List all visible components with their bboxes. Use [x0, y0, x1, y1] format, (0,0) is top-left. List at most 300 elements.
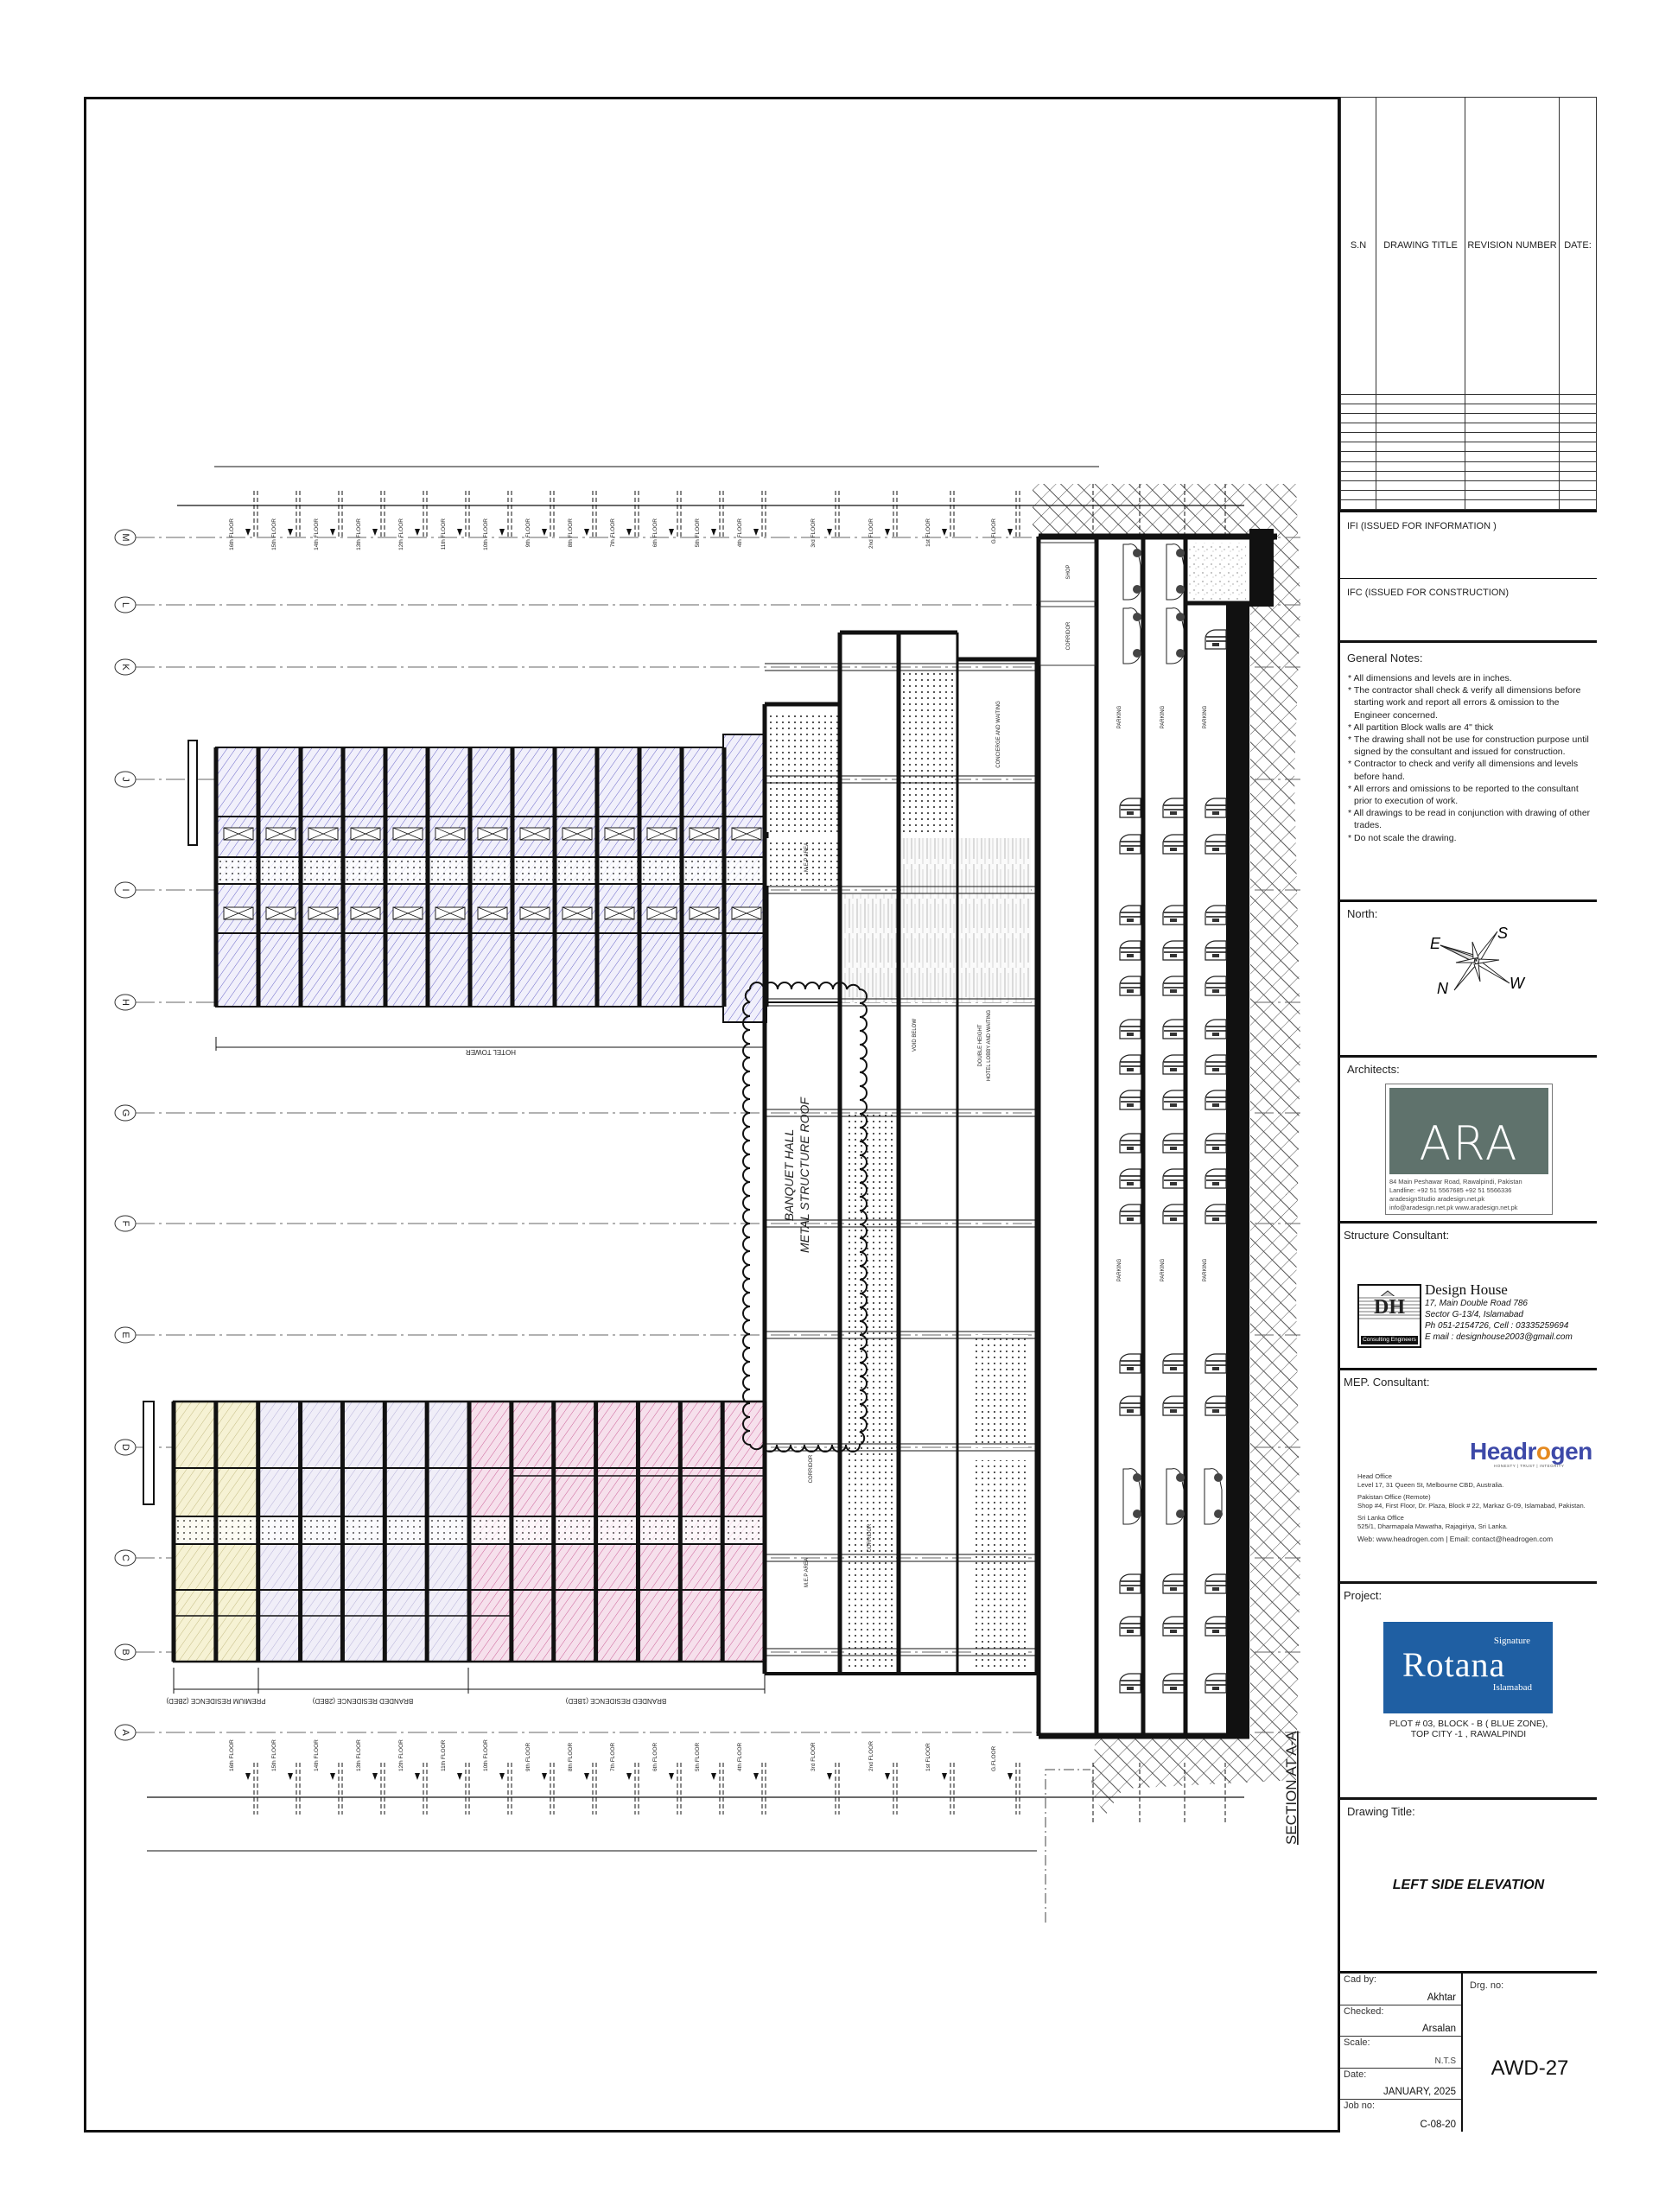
- mep-label: MEP. Consultant:: [1344, 1376, 1430, 1389]
- floor-label-bottom: 6th FLOOR: [652, 1742, 658, 1771]
- plate: [1212, 1182, 1219, 1185]
- level-triangle: [1007, 529, 1013, 536]
- office-label: Head Office: [1357, 1472, 1392, 1480]
- revision-table: [1340, 97, 1597, 512]
- retaining-wall-cap: [1249, 529, 1274, 607]
- north-label: North:: [1347, 907, 1378, 920]
- dotted-floor-area: [901, 782, 955, 834]
- residence-label: PREMIUM RESIDENCE (2BED): [166, 1697, 266, 1705]
- level-triangle: [330, 529, 335, 536]
- car-front-icon: [1163, 906, 1184, 925]
- grid-label: E: [120, 1332, 131, 1338]
- revision-cell: [1341, 490, 1376, 499]
- floor-label-top: 10th FLOOR: [483, 518, 489, 550]
- plate: [1170, 918, 1177, 922]
- car-front-icon: [1205, 1134, 1226, 1153]
- level-triangle: [415, 529, 420, 536]
- revision-row: [1341, 499, 1597, 509]
- headrogen-tagline: HONESTY | TRUST | INTEGRITY: [1494, 1464, 1565, 1468]
- drawing-title-label: Drawing Title:: [1347, 1805, 1415, 1818]
- headrogen-contact: [1357, 1472, 1586, 1543]
- room-label: M.E.P AREA: [804, 842, 810, 872]
- notes-list: [1347, 672, 1592, 844]
- hotel-tower-label: HOTEL TOWER: [465, 1048, 517, 1056]
- car-front-icon: [1205, 1020, 1226, 1039]
- address-line: TOP CITY -1 , RAWALPINDI: [1410, 1729, 1527, 1739]
- plate: [1170, 989, 1177, 993]
- plate: [1127, 954, 1134, 957]
- gravel-fill: [1189, 543, 1246, 600]
- plate: [1212, 989, 1219, 993]
- car-front-icon: [1163, 1169, 1184, 1188]
- revision-row: [1341, 452, 1597, 461]
- car-front-icon: [1120, 1169, 1141, 1188]
- level-triangle: [885, 529, 890, 536]
- rev-header-sn: S.N: [1341, 98, 1376, 395]
- plate: [1170, 1147, 1177, 1150]
- floor-label-top: 12th FLOOR: [398, 518, 404, 550]
- room-label: PARKING: [1117, 705, 1122, 729]
- project-label: Project:: [1344, 1589, 1382, 1602]
- revision-cell: [1341, 414, 1376, 423]
- floor-label-bottom: 9th FLOOR: [525, 1742, 531, 1771]
- room-label: SHOP: [1066, 564, 1071, 580]
- room-label: VOID BELOW: [912, 1018, 918, 1052]
- architects-label: Architects:: [1347, 1063, 1400, 1076]
- level-triangle: [457, 529, 462, 536]
- residence-label: BRANDED RESIDENCE (1BED): [565, 1697, 667, 1705]
- scale-value: N.T.S: [1434, 2056, 1456, 2066]
- residence-label: BRANDED RESIDENCE (2BED): [312, 1697, 414, 1705]
- cad-by-value: Akhtar: [1427, 1992, 1456, 2003]
- floor-label-top: 15th FLOOR: [271, 518, 277, 550]
- ifc-label: IFC (ISSUED FOR CONSTRUCTION): [1347, 588, 1509, 598]
- dh-line: E mail : designhouse2003@gmail.com: [1425, 1332, 1573, 1342]
- revision-row: [1341, 471, 1597, 480]
- drg-no-label: Drg. no:: [1470, 1980, 1504, 1991]
- address-line: PLOT # 03, BLOCK - B ( BLUE ZONE),: [1389, 1719, 1548, 1729]
- wheel: [1176, 613, 1185, 621]
- logo-part: gen: [1550, 1438, 1592, 1465]
- plate: [1127, 1409, 1134, 1413]
- revision-row: [1341, 442, 1597, 452]
- car-front-icon: [1205, 976, 1226, 995]
- revision-cell: [1560, 490, 1597, 499]
- plate: [1170, 1367, 1177, 1370]
- car-side-icon: [1166, 544, 1185, 600]
- level-triangle: [499, 1773, 505, 1780]
- floor-label-top: 4th FLOOR: [737, 518, 743, 548]
- design-house-contact: [1425, 1282, 1573, 1343]
- dotted-floor-area: [844, 1115, 896, 1668]
- car-side-icon: [1123, 1469, 1141, 1524]
- revision-cell: [1465, 490, 1560, 499]
- revision-cell: [1376, 414, 1465, 423]
- plate: [1127, 1147, 1134, 1150]
- headrogen-logo: [1470, 1438, 1592, 1465]
- dh-caption: Consulting Engineers: [1361, 1336, 1418, 1344]
- rev-header-title: DRAWING TITLE: [1376, 98, 1465, 395]
- car-front-icon: [1120, 1020, 1141, 1039]
- rev-header-revision: REVISION NUMBER: [1465, 98, 1560, 395]
- level-triangle: [457, 1773, 462, 1780]
- level-triangle: [626, 1773, 632, 1780]
- revision-row: [1341, 461, 1597, 471]
- car-front-icon: [1205, 798, 1226, 817]
- car-front-icon: [1163, 1055, 1184, 1074]
- revision-cell: [1465, 480, 1560, 490]
- cad-by-label: Cad by:: [1344, 1974, 1376, 1985]
- car-side-icon: [1123, 544, 1141, 600]
- car-side-icon: [1166, 1469, 1185, 1524]
- car-front-icon: [1120, 1134, 1141, 1153]
- title-block: [1338, 97, 1597, 2133]
- car-front-icon: [1205, 906, 1226, 925]
- revision-row: [1341, 480, 1597, 490]
- level-triangle: [245, 529, 251, 536]
- note-item: * All errors and omissions to be reported to the consultant prior to execution of work.: [1347, 783, 1592, 807]
- job-label: Job no:: [1344, 2101, 1376, 2112]
- note-item: * All dimensions and levels are in inches.: [1347, 672, 1592, 684]
- wheel: [1176, 1510, 1185, 1518]
- level-triangle: [288, 1773, 293, 1780]
- car-front-icon: [1120, 798, 1141, 817]
- plate: [1212, 643, 1219, 646]
- revision-cell: [1376, 423, 1465, 433]
- wheel: [1214, 1473, 1223, 1482]
- level-triangle: [415, 1773, 420, 1780]
- plate: [1170, 954, 1177, 957]
- level-triangle: [626, 529, 632, 536]
- floor-label-bottom: 1st FLOOR: [925, 1743, 931, 1771]
- revision-cell: [1560, 499, 1597, 509]
- plate: [1212, 848, 1219, 851]
- car-front-icon: [1163, 798, 1184, 817]
- scale-label: Scale:: [1344, 2037, 1370, 2049]
- level-triangle: [245, 1773, 251, 1780]
- plate: [1212, 918, 1219, 922]
- revision-cell: [1341, 499, 1376, 509]
- revision-cell: [1560, 442, 1597, 452]
- ara-social: aradesignStudio aradesign.net.pk: [1389, 1195, 1485, 1203]
- plate: [1127, 1217, 1134, 1221]
- revision-row: [1341, 433, 1597, 442]
- checked-row: [1340, 2005, 1461, 2037]
- room-label: DOUBLE HEIGHT: [978, 1024, 983, 1067]
- ifi-label: IFI (ISSUED FOR INFORMATION ): [1347, 521, 1497, 531]
- level-triangle: [372, 529, 378, 536]
- car-front-icon: [1120, 1205, 1141, 1224]
- ara-contact: [1389, 1178, 1548, 1212]
- date-value: JANUARY, 2025: [1383, 2087, 1456, 2098]
- plate: [1170, 1182, 1177, 1185]
- car-front-icon: [1205, 1617, 1226, 1636]
- level-triangle: [753, 529, 759, 536]
- ara-address: 84 Main Peshawar Road, Rawalpindi, Pakistan: [1389, 1178, 1522, 1185]
- revision-cell: [1465, 414, 1560, 423]
- retaining-wall: [1226, 605, 1249, 1736]
- design-house-name: Design House: [1425, 1281, 1508, 1298]
- plate: [1127, 918, 1134, 922]
- level-triangle: [827, 529, 832, 536]
- revision-cell: [1560, 423, 1597, 433]
- car-front-icon: [1205, 1169, 1226, 1188]
- floor-label-bottom: 14th FLOOR: [314, 1739, 320, 1771]
- revision-cell: [1465, 471, 1560, 480]
- date-label: Date:: [1344, 2069, 1367, 2080]
- revision-cell: [1560, 471, 1597, 480]
- grid-label: M: [120, 533, 131, 542]
- plate: [1127, 811, 1134, 815]
- level-triangle: [288, 529, 293, 536]
- car-front-icon: [1163, 1574, 1184, 1593]
- note-item: * All drawings to be read in conjunction with drawing of other trades.: [1347, 807, 1592, 831]
- car-front-icon: [1163, 1020, 1184, 1039]
- floor-label-top: 8th FLOOR: [568, 518, 574, 548]
- ifc-section: [1340, 579, 1597, 643]
- wheel: [1214, 1510, 1223, 1518]
- grid-label: B: [120, 1649, 131, 1656]
- plate: [1212, 1217, 1219, 1221]
- banquet-hall-sublabel: METAL STRUCTURE ROOF: [798, 1097, 811, 1253]
- revision-cell: [1376, 452, 1465, 461]
- revision-row: [1341, 404, 1597, 413]
- compass-e: E: [1430, 935, 1441, 952]
- plate: [1127, 1630, 1134, 1633]
- car-front-icon: [1120, 906, 1141, 925]
- grid-label: K: [120, 664, 131, 671]
- dotted-floor-area: [975, 1460, 1028, 1668]
- room-label: CORRIDOR: [1066, 621, 1071, 651]
- plate: [1127, 1103, 1134, 1107]
- plate: [1127, 1587, 1134, 1591]
- revision-cell: [1376, 490, 1465, 499]
- car-front-icon: [1205, 1354, 1226, 1373]
- car-front-icon: [1163, 1134, 1184, 1153]
- office-label: Pakistan Office (Remote): [1357, 1493, 1431, 1501]
- rotana-city: Islamabad: [1492, 1682, 1532, 1693]
- revision-cell: [1376, 471, 1465, 480]
- plate: [1170, 811, 1177, 815]
- floor-label-bottom: 4th FLOOR: [737, 1742, 743, 1771]
- plate: [1212, 1033, 1219, 1036]
- grid-label: D: [120, 1444, 131, 1451]
- checked-label: Checked:: [1344, 2005, 1384, 2017]
- structure-label: Structure Consultant:: [1344, 1229, 1450, 1242]
- revision-cell: [1341, 394, 1376, 404]
- revision-cell: [1560, 433, 1597, 442]
- wheel: [1133, 649, 1141, 658]
- mep-section: [1340, 1370, 1597, 1584]
- rotana-signature: Signature: [1493, 1636, 1530, 1646]
- drg-no-value: AWD-27: [1491, 2056, 1569, 2080]
- banquet-hall-label: BANQUET HALL: [782, 1128, 796, 1222]
- car-front-icon: [1163, 1090, 1184, 1109]
- revision-cell: [1560, 394, 1597, 404]
- headrogen-web: Web: www.headrogen.com | Email: contact@headrogen.com: [1357, 1535, 1554, 1543]
- floor-label-top: 3rd FLOOR: [810, 518, 817, 548]
- residence-block: [143, 1402, 765, 1705]
- plate: [1212, 1630, 1219, 1633]
- general-notes: [1340, 643, 1597, 902]
- logo-part: o: [1535, 1438, 1551, 1465]
- wheel: [1176, 649, 1185, 658]
- floor-label-top: 2nd FLOOR: [868, 518, 874, 550]
- floor-label-bottom: 12th FLOOR: [398, 1739, 404, 1771]
- revision-cell: [1465, 433, 1560, 442]
- car-front-icon: [1120, 1574, 1141, 1593]
- office-address: Shop #4, First Floor, Dr. Plaza, Block # 22, Markaz G-09, Islamabad, Pakistan.: [1357, 1502, 1586, 1510]
- plate: [1170, 1217, 1177, 1221]
- revision-cell: [1341, 442, 1376, 452]
- car-front-icon: [1120, 1674, 1141, 1693]
- architects-section: [1340, 1058, 1597, 1224]
- ara-phone: Landline: +92 51 5567685 +92 51 5566336: [1389, 1186, 1512, 1194]
- compass-n: N: [1437, 980, 1448, 997]
- wheel: [1176, 549, 1185, 557]
- revision-cell: [1560, 414, 1597, 423]
- hotel-tower: [188, 734, 766, 1056]
- cad-by-row: [1340, 1974, 1461, 2005]
- floor-label-bottom: G.FLOOR: [991, 1745, 997, 1771]
- revision-row: [1341, 394, 1597, 404]
- scale-row: [1340, 2037, 1461, 2069]
- floor-label-top: 16th FLOOR: [229, 518, 235, 550]
- section-title: SECTION AT A-A: [1283, 1731, 1300, 1845]
- floor-label-bottom: 15th FLOOR: [271, 1739, 277, 1771]
- grid-label: G: [120, 1109, 131, 1117]
- ara-logo-card: [1385, 1084, 1553, 1215]
- revision-cell: [1560, 461, 1597, 471]
- plate: [1212, 1068, 1219, 1071]
- revision-row: [1341, 414, 1597, 423]
- revision-cell: [1376, 480, 1465, 490]
- plate: [1212, 1147, 1219, 1150]
- car-front-icon: [1205, 941, 1226, 960]
- plate: [1212, 1409, 1219, 1413]
- car-front-icon: [1163, 1354, 1184, 1373]
- revision-cell: [1341, 433, 1376, 442]
- compass-s: S: [1497, 925, 1509, 942]
- date-row: [1340, 2069, 1461, 2101]
- grid-label: H: [120, 999, 131, 1006]
- car-front-icon: [1163, 1674, 1184, 1693]
- drawing-title-section: [1340, 1800, 1597, 1974]
- level-triangle: [753, 1773, 759, 1780]
- parking-basement: [1039, 529, 1277, 1736]
- revision-cell: [1465, 461, 1560, 471]
- revision-cell: [1341, 423, 1376, 433]
- ara-web: info@aradesign.net.pk www.aradesign.net.pk: [1389, 1204, 1518, 1211]
- grid-label: C: [120, 1554, 131, 1561]
- car-front-icon: [1120, 976, 1141, 995]
- floor-label-top: 5th FLOOR: [695, 518, 701, 548]
- level-triangle: [584, 1773, 589, 1780]
- car-front-icon: [1205, 1674, 1226, 1693]
- plate: [1127, 989, 1134, 993]
- revision-cell: [1341, 471, 1376, 480]
- floor-label-bottom: 8th FLOOR: [568, 1742, 574, 1771]
- level-triangle: [669, 529, 674, 536]
- level-triangle: [584, 529, 589, 536]
- compass-icon: [1340, 902, 1597, 1058]
- revision-cell: [1376, 404, 1465, 413]
- car-front-icon: [1163, 835, 1184, 854]
- dh-line: Ph 051-2154726, Cell : 03335259694: [1425, 1321, 1569, 1331]
- revision-cell: [1341, 461, 1376, 471]
- room-label: M.E.P AREA: [804, 1558, 810, 1587]
- revision-cell: [1465, 499, 1560, 509]
- plate: [1170, 1409, 1177, 1413]
- revision-row: [1341, 423, 1597, 433]
- level-triangle: [885, 1773, 890, 1780]
- level-triangle: [330, 1773, 335, 1780]
- room-label: PARKING: [1160, 1258, 1166, 1282]
- level-triangle: [542, 1773, 547, 1780]
- plate: [1127, 848, 1134, 851]
- car-front-icon: [1120, 1090, 1141, 1109]
- level-triangle: [711, 529, 716, 536]
- floor-label-top: G.FLOOR: [991, 518, 997, 544]
- revision-row: [1341, 490, 1597, 499]
- note-item: * All partition Block walls are 4" thick: [1347, 721, 1592, 734]
- dh-line: Sector G-13/4, Islamabad: [1425, 1310, 1523, 1319]
- north-section: [1340, 902, 1597, 1058]
- balcony: [143, 1402, 154, 1504]
- project-address: [1340, 1719, 1597, 1739]
- office-address: Level 17, 31 Queen St, Melbourne CBD, Australia.: [1357, 1481, 1504, 1489]
- floor-label-bottom: 10th FLOOR: [483, 1739, 489, 1771]
- revision-cell: [1341, 452, 1376, 461]
- drawing-info: [1340, 1974, 1597, 2132]
- level-triangle: [499, 529, 505, 536]
- floor-label-bottom: 7th FLOOR: [610, 1742, 616, 1771]
- plate: [1127, 1033, 1134, 1036]
- plate: [1212, 1367, 1219, 1370]
- revision-cell: [1560, 404, 1597, 413]
- revision-cell: [1465, 452, 1560, 461]
- room-label: PARKING: [1117, 1258, 1122, 1282]
- grid-label: L: [120, 601, 131, 608]
- car-front-icon: [1120, 1055, 1141, 1074]
- floor-label-bottom: 3rd FLOOR: [810, 1742, 817, 1771]
- car-front-icon: [1120, 1396, 1141, 1415]
- note-item: * Do not scale the drawing.: [1347, 832, 1592, 844]
- project-section: [1340, 1584, 1597, 1800]
- note-item: * Contractor to check and verify all dimensions and levels before hand.: [1347, 758, 1592, 782]
- level-triangle: [942, 529, 947, 536]
- office-label: Sri Lanka Office: [1357, 1514, 1404, 1522]
- car-front-icon: [1163, 976, 1184, 995]
- plate: [1127, 1367, 1134, 1370]
- level-triangle: [372, 1773, 378, 1780]
- plate: [1170, 848, 1177, 851]
- plate: [1127, 1182, 1134, 1185]
- dh-mark: DH: [1359, 1296, 1420, 1319]
- car-front-icon: [1120, 1617, 1141, 1636]
- structure-section: [1340, 1224, 1597, 1370]
- floor-label-top: 11th FLOOR: [441, 518, 447, 550]
- plate: [1170, 1103, 1177, 1107]
- floor-label-top: 1st FLOOR: [925, 518, 931, 547]
- plate: [1212, 954, 1219, 957]
- wheel: [1133, 549, 1141, 557]
- level-triangle: [1007, 1773, 1013, 1780]
- revision-cell: [1465, 442, 1560, 452]
- grid-label: J: [120, 777, 131, 782]
- plate: [1170, 1033, 1177, 1036]
- rotana-logo: [1383, 1622, 1553, 1713]
